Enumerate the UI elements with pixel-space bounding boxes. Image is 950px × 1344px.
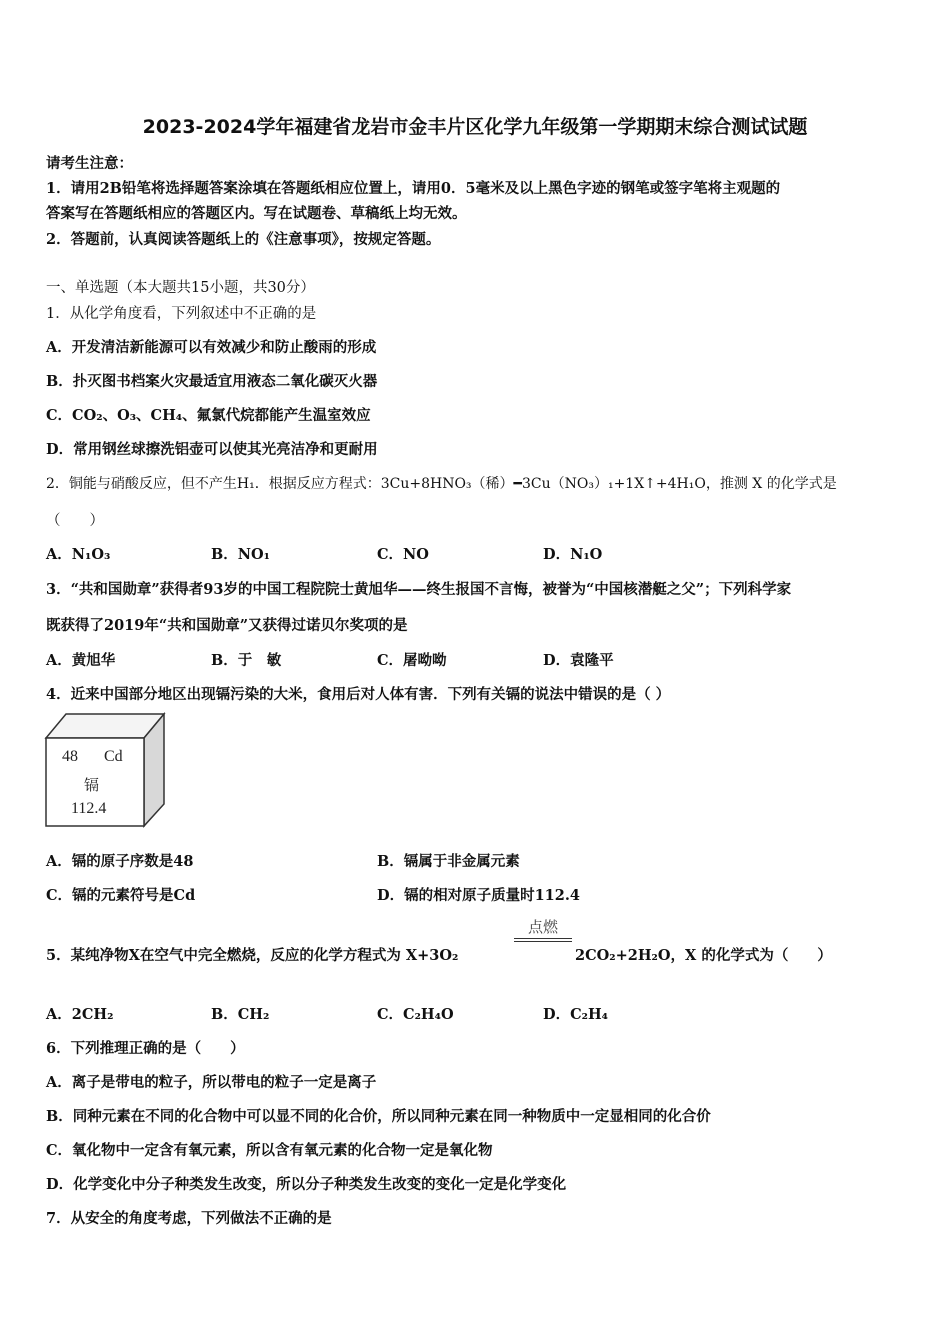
notice-heading: 请考生注意：	[46, 155, 133, 172]
question-5-option-d: D．C₂H₄	[543, 1006, 609, 1023]
question-1-option-a: A．开发清洁新能源可以有效减少和防止酸雨的形成	[46, 339, 377, 356]
page-title: 2023-2024学年福建省龙岩市金丰片区化学九年级第一学期期末综合测试试题	[142, 116, 808, 138]
element-atomic-number: 48	[62, 748, 78, 765]
element-atomic-mass: 112.4	[71, 800, 107, 817]
question-7-stem: 7．从安全的角度考虑，下列做法不正确的是	[46, 1210, 332, 1227]
question-3-option-a: A．黄旭华	[46, 652, 116, 669]
question-4-option-b: B．镉属于非金属元素	[377, 853, 520, 870]
question-6-stem: 6．下列推理正确的是（ ）	[46, 1040, 245, 1057]
question-3-option-d: D．袁隆平	[543, 652, 614, 669]
question-4-stem: 4．近来中国部分地区出现镉污染的大米，食用后对人体有害．下列有关镉的说法中错误的是（ ）	[46, 686, 671, 703]
notice-item-1-line-1: 1．请用2B铅笔将选择题答案涂填在答题纸相应位置上，请用0．5毫米及以上黑色字迹的钢笔或签字笔将主观题的	[46, 180, 781, 197]
question-3-option-c: C．屠呦呦	[377, 652, 447, 669]
question-3-option-b: B．于 敏	[211, 652, 282, 669]
element-cell-cadmium	[44, 712, 168, 830]
question-4-option-d: D．镉的相对原子质量时112.4	[377, 887, 580, 904]
question-3-stem-line-2: 既获得了2019年“共和国勋章”又获得过诺贝尔奖项的是	[46, 617, 408, 634]
question-6-option-b: B．同种元素在不同的化合物中可以显不同的化合价，所以同种元素在同一种物质中一定显相同的化合价	[46, 1108, 711, 1125]
question-1-stem: 1．从化学角度看，下列叙述中不正确的是	[46, 306, 317, 322]
question-5-stem-left: 5．某纯净物X在空气中完全燃烧，反应的化学方程式为 X+3O₂	[46, 947, 459, 964]
question-3-stem-line-1: 3．“共和国勋章”获得者93岁的中国工程院院士黄旭华——终生报国不言悔，被誉为“中国核潜艇之父”；下列科学家	[46, 581, 792, 598]
question-6-option-d: D．化学变化中分子种类发生改变，所以分子种类发生改变的变化一定是化学变化	[46, 1176, 567, 1193]
question-2-answer-paren: （ ）	[46, 513, 104, 529]
section-heading: 一、单选题（本大题共15小题，共30分）	[46, 280, 315, 296]
question-5-option-b: B．CH₂	[211, 1006, 270, 1023]
question-2-option-a: A．N₁O₃	[46, 546, 111, 563]
reaction-condition-label: 点燃	[527, 918, 558, 936]
reaction-condition	[514, 916, 572, 942]
question-6-option-c: C．氧化物中一定含有氧元素，所以含有氧元素的化合物一定是氧化物	[46, 1142, 493, 1159]
element-symbol: Cd	[104, 748, 123, 765]
question-2-option-b: B．NO₁	[211, 546, 270, 563]
notice-item-1-line-2: 答案写在答题纸相应的答题区内。写在试题卷、草稿纸上均无效。	[46, 205, 467, 222]
question-4-option-a: A．镉的原子序数是48	[46, 853, 194, 870]
reaction-equals-sign	[514, 938, 572, 942]
question-1-option-c: C．CO₂、O₃、CH₄、氟氯代烷都能产生温室效应	[46, 407, 371, 424]
element-name: 镉	[84, 776, 100, 794]
question-2-stem: 2．铜能与硝酸反应，但不产生H₁．根据反应方程式：3Cu+8HNO₃（稀）━3Cu（NO₃）₁+1X↑+4H₁O，推测 X 的化学式是	[46, 476, 837, 492]
question-5-stem-right: 2CO₂+2H₂O，X 的化学式为（ ）	[575, 947, 832, 964]
question-5-option-a: A．2CH₂	[46, 1006, 114, 1023]
question-6-option-a: A．离子是带电的粒子，所以带电的粒子一定是离子	[46, 1074, 377, 1091]
question-1-option-b: B．扑灭图书档案火灾最适宜用液态二氧化碳灭火器	[46, 373, 378, 390]
notice-item-2: 2．答题前，认真阅读答题纸上的《注意事项》，按规定答题。	[46, 231, 441, 248]
question-4-option-c: C．镉的元素符号是Cd	[46, 887, 196, 904]
question-2-option-c: C．NO	[377, 546, 429, 563]
question-2-option-d: D．N₁O	[543, 546, 603, 563]
question-1-option-d: D．常用钢丝球擦洗铝壶可以使其光亮洁净和更耐用	[46, 441, 378, 458]
question-5-option-c: C．C₂H₄O	[377, 1006, 454, 1023]
